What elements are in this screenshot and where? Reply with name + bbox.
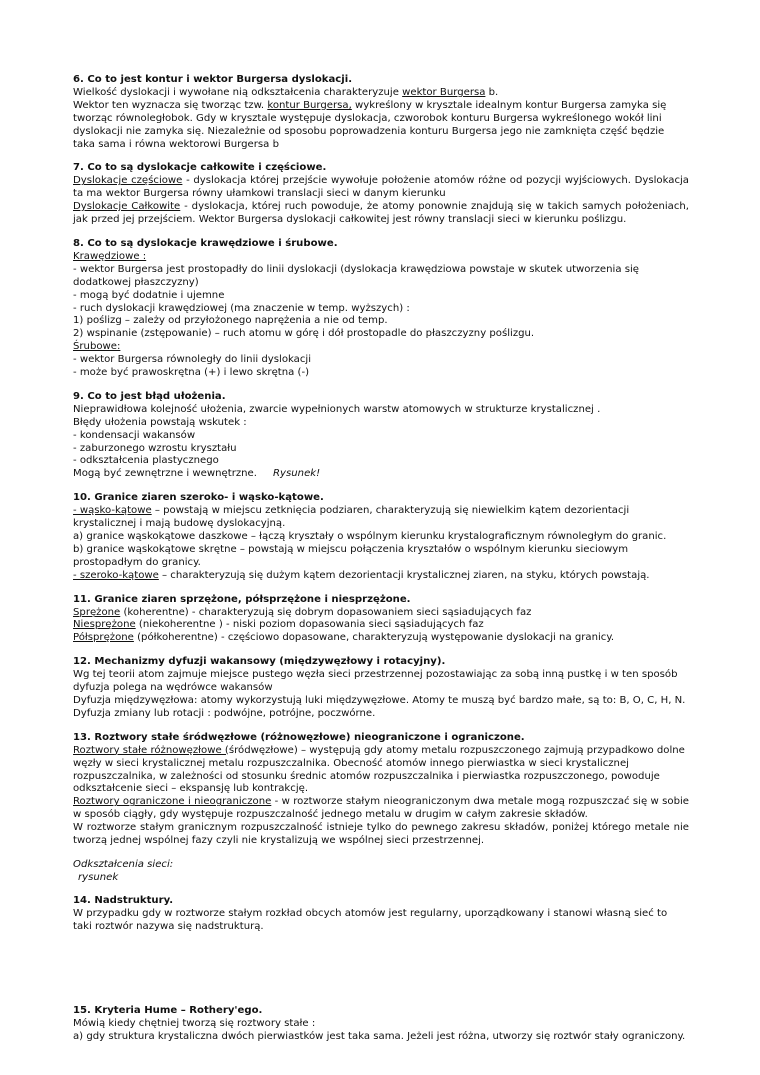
list-item: - mogą być dodatnie i ujemne — [73, 289, 225, 301]
paragraph: a) gdy struktura krystaliczna dwóch pierwiastków jest taka sama. Jeżeli jest różna, utworzy się roztwór stały ograniczony. — [73, 1031, 686, 1043]
section-6-paragraph — [73, 100, 689, 152]
term: Dyslokacje Całkowite — [73, 201, 181, 213]
term: Roztwory ograniczone i nieograniczone — [73, 796, 272, 808]
section-11-title: 11. Granice ziaren sprzężone, półsprzężone i niesprzężone. — [73, 593, 411, 605]
list-item — [73, 468, 689, 481]
section-7 — [73, 162, 689, 227]
note-line: Odkształcenia sieci: — [73, 858, 174, 870]
section-7-title: 7. Co to są dyslokacje całkowite i częściowe. — [73, 162, 327, 174]
list-item: - wektor Burgersa jest prostopadły do linii dyslokacji (dyslokacja krawędziowa powstaje w skutek utworzenia się dodatkowej płaszczyzny) — [73, 263, 640, 288]
section-8-title: 8. Co to są dyslokacje krawędziowe i śrubowe. — [73, 237, 338, 249]
section-12 — [73, 656, 689, 721]
section-13-title: 13. Roztwory stałe śródwęzłowe (różnowęzłowe) nieograniczone i ograniczone. — [73, 731, 525, 743]
paragraph: Mówią kiedy chętniej tworzą się roztwory stałe : — [73, 1018, 316, 1030]
list-item: b) granice wąskokątowe skrętne – powstają w miejscu połączenia kryształów o wspólnym kierunku sieciowym prostopadłym do granicy. — [73, 543, 629, 568]
list-item: a) granice wąskokątowe daszkowe – łączą kryształy o wspólnym kierunku krystalograficznym równoległym do granic. — [73, 531, 667, 542]
section-10-paragraph-2 — [73, 570, 689, 583]
text: śródwęzłowe) – występują gdy atomy metalu rozpuszczonego zajmują przypadkowo dolne węzły w sieci krystalicznej metalu rozpuszczalnika. Obecność atomów innego pierwiastka w sieci krystalicznej rozpuszczalnika, w zależności od stosunku średnic atomów rozpuszczalnika i pierwiastka rozpuszczonego, powoduje odkształcenie sieci – ekspansję lub kontrakcję. — [73, 744, 685, 795]
text: – charakteryzują się dużym kątem dezorientacji krystalicznej ziaren, na styku, których powstają. — [158, 569, 650, 581]
list-item: - wektor Burgersa równoległy do linii dyslokacji — [73, 354, 312, 366]
section-6-title: 6. Co to jest kontur i wektor Burgersa dyslokacji. — [73, 74, 353, 85]
blank-spacer — [73, 944, 689, 1005]
term: - szeroko-kątowe — [73, 569, 159, 581]
term: Dyslokacje częściowe — [73, 175, 183, 187]
text: (koherentne) - charakteryzują się dobrym dopasowaniem sieci sąsiadujących faz — [120, 606, 532, 618]
text: (półkoherentne) - częściowo dopasowane, charakteryzują występowanie dyslokacji na granicy. — [133, 632, 615, 644]
text: Mogą być zewnętrzne i wewnętrzne. — [73, 468, 257, 480]
text: Wektor ten wyznacza się tworząc tzw. — [73, 99, 268, 111]
list-item: Błędy ułożenia powstają wskutek : — [73, 416, 247, 428]
list-item: 2) wspinanie (zstępowanie) – ruch atomu w górę i dół prostopadle do płaszczyzny poślizgu. — [73, 328, 535, 340]
section-15 — [73, 1005, 689, 1044]
burgers-contour-term: kontur Burgersa, — [267, 99, 352, 111]
list-item: - może być prawoskrętna (+) i lewo skrętna (-) — [73, 367, 310, 379]
list-item: - kondensacji wakansów — [73, 429, 196, 441]
paragraph: Wg tej teorii atom zajmuje miejsce pustego węzła sieci przestrzennej pozostawiając za sobą inną pustkę i w ten sposób dyfuzja polega na wędrówce wakansów — [73, 669, 678, 694]
text: b. — [485, 86, 499, 98]
section-10 — [73, 492, 689, 582]
document-page — [73, 74, 689, 1055]
section-6-line-1 — [73, 87, 689, 100]
edge-dislocation-heading: Krawędziowe : — [73, 250, 147, 262]
paragraph: Dyfuzja międzywęzłowa: atomy wykorzystują luki międzywęzłowe. Atomy te muszą być bardzo małe, są to: B, O, C, H, N. — [73, 694, 686, 706]
term: - wąsko-kątowe — [73, 505, 152, 517]
section-9-title: 9. Co to jest błąd ułożenia. — [73, 390, 226, 402]
section-8 — [73, 238, 689, 380]
term: Półsprężone — [73, 632, 134, 644]
section-11 — [73, 594, 689, 646]
section-13-paragraph-1 — [73, 745, 689, 797]
section-13 — [73, 732, 689, 848]
list-item: 1) poślizg – zależy od przyłożonego naprężenia a nie od temp. — [73, 315, 388, 327]
term: Niesprężone — [73, 619, 136, 631]
drawing-note: Rysunek! — [273, 468, 321, 480]
section-14 — [73, 895, 689, 934]
section-15-title: 15. Kryteria Hume – Rothery'ego. — [73, 1005, 263, 1017]
burgers-vector-term: wektor Burgersa — [402, 86, 486, 98]
note-line: rysunek — [78, 871, 119, 883]
text: (niekoherentne ) - niski poziom dopasowania sieci sąsiadujących faz — [135, 619, 484, 631]
section-13-paragraph-2 — [73, 796, 689, 822]
text: - w roztworze stałym nieograniczonym dwa metale mogą rozpuszczać się w sobie w sposób ciągły, gdy występuje rozpuszczalność jednego metalu w drugim w całym zakresie składów. — [73, 796, 689, 821]
text: - dyslokacja której przejście wywołuje położenie atomów różne od pozycji wyjściowych. Dyslokacja ta ma wektor Burgersa równy ułamkowi translacji sieci w danym kierunku — [73, 175, 689, 200]
text: – powstają w miejscu zetknięcia podziaren, charakteryzują się niewielkim kątem dezorientacji krystalicznej i mają budowę dyslokacyjną. — [73, 505, 630, 530]
screw-dislocation-heading: Śrubowe: — [73, 341, 121, 353]
text: Wielkość dyslokacji i wywołane nią odkształcenia charakteryzuje — [73, 86, 403, 98]
list-item: - odkształcenia plastycznego — [73, 455, 219, 467]
list-item: - ruch dyslokacji krawędziowej (ma znaczenie w temp. wyższych) : — [73, 302, 410, 314]
section-10-paragraph-1 — [73, 505, 689, 531]
section-9 — [73, 391, 689, 481]
term: Roztwory stałe różnowęzłowe ( — [73, 744, 229, 756]
section-12-title: 12. Mechanizmy dyfuzji wakansowy (międzywęzłowy i rotacyjny). — [73, 656, 446, 668]
section-7-paragraph-1 — [73, 175, 689, 201]
section-7-paragraph-2 — [73, 201, 689, 227]
lattice-deformation-note — [73, 859, 689, 885]
text: - dyslokacja, której ruch powoduje, że atomy ponownie znajdują się w takich samych położeniach, jak przed jej przejściem. Wektor Burgersa dyslokacji całkowitej jest równy translacji sieci w kierunku poślizgu. — [73, 201, 689, 226]
list-item — [73, 632, 689, 645]
term: Sprężone — [73, 606, 121, 618]
list-item — [73, 619, 689, 632]
text: wykreślony w krysztale idealnym kontur Burgersa zamyka się tworząc równoległobok. Gdy w krysztale występuje dyslokacja, czworobok konturu Burgersa wykreślonego wokół lini dyslokacji nie zamyka się. Niezależnie od sposobu poprowadzenia konturu Burgersa jego nie zamknięta część będzie taka sama i równa wektorowi Burgersa b — [73, 99, 667, 150]
section-13-paragraph-3: W roztworze stałym granicznym rozpuszczalność istnieje tylko do pewnego zakresu składów, poniżej którego metale nie tworzą jednej wspólnej fazy czyli nie krystalizują we wspólnej sieci przestrzennej. — [73, 822, 689, 847]
section-6 — [73, 74, 689, 151]
paragraph: Dyfuzja zmiany lub rotacji : podwójne, potrójne, poczwórne. — [73, 707, 376, 719]
section-14-title: 14. Nadstruktury. — [73, 894, 174, 906]
list-item: - zaburzonego wzrostu kryształu — [73, 442, 237, 454]
list-item — [73, 607, 689, 620]
list-item: Nieprawidłowa kolejność ułożenia, zwarcie wypełnionych warstw atomowych w strukturze krystalicznej . — [73, 403, 601, 415]
section-10-title: 10. Granice ziaren szeroko- i wąsko-kątowe. — [73, 492, 324, 504]
paragraph: W przypadku gdy w roztworze stałym rozkład obcych atomów jest regularny, uporządkowany i stanowi własną sieć to taki roztwór nazywa się nadstrukturą. — [73, 907, 668, 932]
